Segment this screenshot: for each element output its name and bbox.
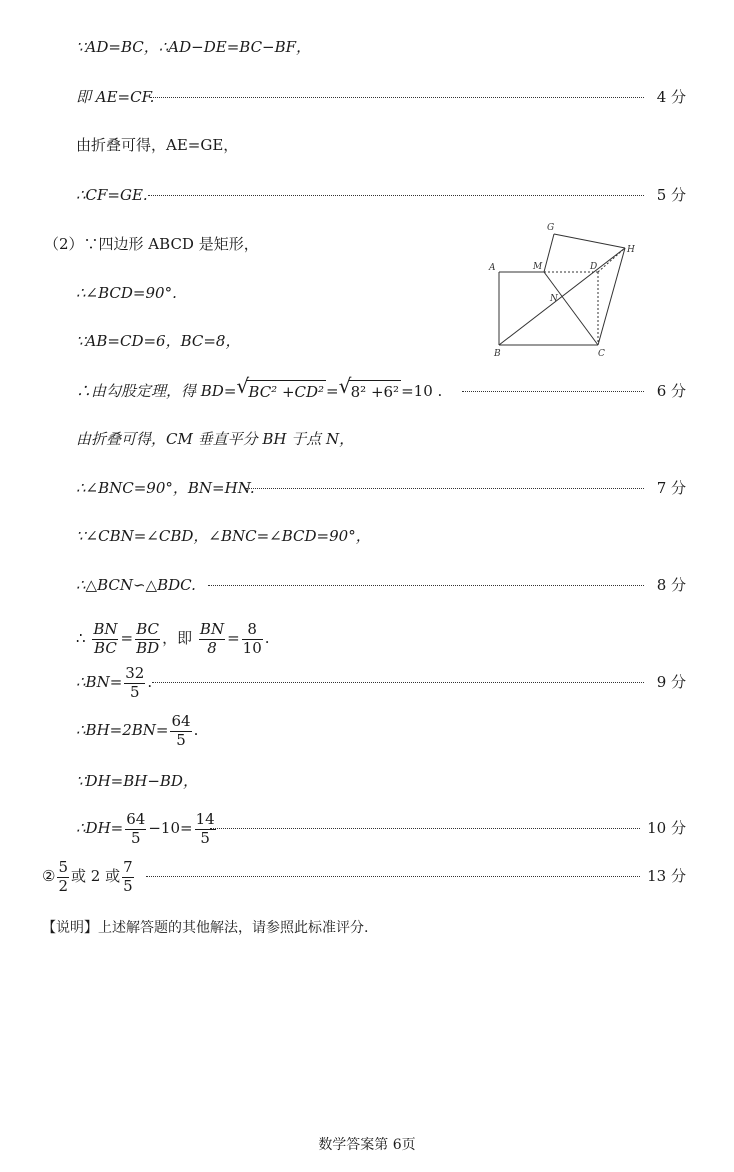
line-14	[0, 662, 734, 702]
fraction: $\frac{64}{5}$	[126, 810, 146, 847]
fraction: $\frac{BN}{8}$	[199, 620, 225, 657]
step-text-answer: ② $\frac{5}{2}$ 或 2 或 $\frac{7}{5}$	[42, 858, 133, 895]
score-label: 10 分	[647, 819, 686, 837]
step-text-fractions: ∴DH= $\frac{64}{5}$ −10= $\frac{14}{5}$	[76, 810, 215, 847]
line-15	[0, 710, 734, 750]
step-text: ∴△BCN∽△BDC.	[76, 576, 196, 594]
segment-mg	[544, 234, 554, 272]
step-text: ∴CF=GE.	[76, 186, 148, 204]
step-text: ∵DH=BH−BD，	[76, 772, 198, 790]
fraction: $\frac{64}{5}$	[171, 712, 191, 749]
step-text: ∵AB=CD=6，BC=8，	[76, 332, 241, 350]
dot-leader	[208, 585, 644, 586]
geometry-figure	[486, 218, 636, 360]
dot-leader	[150, 97, 644, 98]
line-8	[0, 376, 734, 406]
step-text: 由折叠可得，CM 垂直平分 BH 于点 N，	[76, 430, 355, 448]
score-label: 6 分	[656, 382, 686, 400]
step-text-fractions: ∴ $\frac{BN}{BC}$ = $\frac{BC}{BD}$ ，即 $\frac{BN}{8}$ = $\frac{8}{10}$ .	[76, 620, 270, 657]
label-a: A	[489, 263, 496, 273]
line-18	[0, 856, 734, 896]
line-10	[0, 473, 734, 503]
step-text-fraction: ∴BN= $\frac{32}{5}$ .	[76, 664, 153, 701]
sqrt-expression: √ 8² +6²	[338, 374, 400, 401]
fraction: $\frac{BN}{BC}$	[93, 620, 118, 657]
label-n: N	[550, 294, 558, 304]
step-text: （2）∵四边形 ABCD 是矩形，	[44, 235, 259, 253]
note-line	[0, 913, 734, 943]
step-text-fraction: ∴BH=2BN= $\frac{64}{5}$ .	[76, 712, 199, 749]
page-footer: 数学答案第 6页	[318, 1137, 416, 1153]
line-9	[0, 424, 734, 454]
line-12	[0, 570, 734, 600]
label-h: H	[627, 245, 635, 255]
step-text: ∵AD=BC，∴AD−DE=BC−BF，	[76, 38, 312, 56]
step-text: ∴∠BCD=90°.	[76, 284, 177, 302]
line-11	[0, 521, 734, 551]
segment-gh	[554, 234, 625, 248]
line-17	[0, 808, 734, 848]
score-label: 5 分	[656, 186, 686, 204]
step-text: 即 AE=CF.	[76, 88, 155, 106]
label-b: B	[494, 349, 501, 359]
fraction: $\frac{14}{5}$	[195, 810, 215, 847]
label-d: D	[590, 262, 598, 272]
line-3	[0, 130, 734, 160]
dot-leader	[148, 195, 644, 196]
dot-leader	[246, 488, 644, 489]
step-text: ∵∠CBN=∠CBD，∠BNC=∠BCD=90°，	[76, 527, 371, 545]
score-label: 9 分	[656, 673, 686, 691]
score-label: 7 分	[656, 479, 686, 497]
fraction: $\frac{5}{2}$	[58, 858, 68, 895]
step-text: ∴∠BNC=90°，BN=HN.	[76, 479, 255, 497]
line-13	[0, 618, 734, 658]
label-c: C	[598, 349, 605, 359]
line-4	[0, 180, 734, 210]
label-g: G	[547, 223, 555, 233]
segment-mc	[544, 272, 598, 345]
segment-hc	[598, 248, 625, 345]
line-1	[0, 32, 734, 62]
line-16	[0, 766, 734, 796]
step-text-formula: ∴由勾股定理，得 BD= √ BC² +CD² = √ 8² +6² =10 .	[76, 376, 442, 407]
step-text: 由折叠可得，AE=GE，	[76, 136, 239, 154]
fraction: $\frac{7}{5}$	[123, 858, 133, 895]
score-label: 13 分	[647, 867, 686, 885]
label-m: M	[533, 262, 543, 272]
sqrt-expression: √ BC² +CD²	[236, 374, 325, 401]
fraction: $\frac{BC}{BD}$	[136, 620, 160, 657]
score-label: 4 分	[656, 88, 686, 106]
fraction: $\frac{32}{5}$	[125, 664, 145, 701]
dot-leader	[152, 682, 644, 683]
grading-note: 【说明】上述解答题的其他解法，请参照此标准评分.	[42, 920, 369, 936]
dot-leader	[210, 828, 640, 829]
fraction: $\frac{8}{10}$	[242, 620, 262, 657]
dot-leader	[462, 391, 644, 392]
line-2	[0, 82, 734, 112]
score-label: 8 分	[656, 576, 686, 594]
dot-leader	[146, 876, 640, 877]
